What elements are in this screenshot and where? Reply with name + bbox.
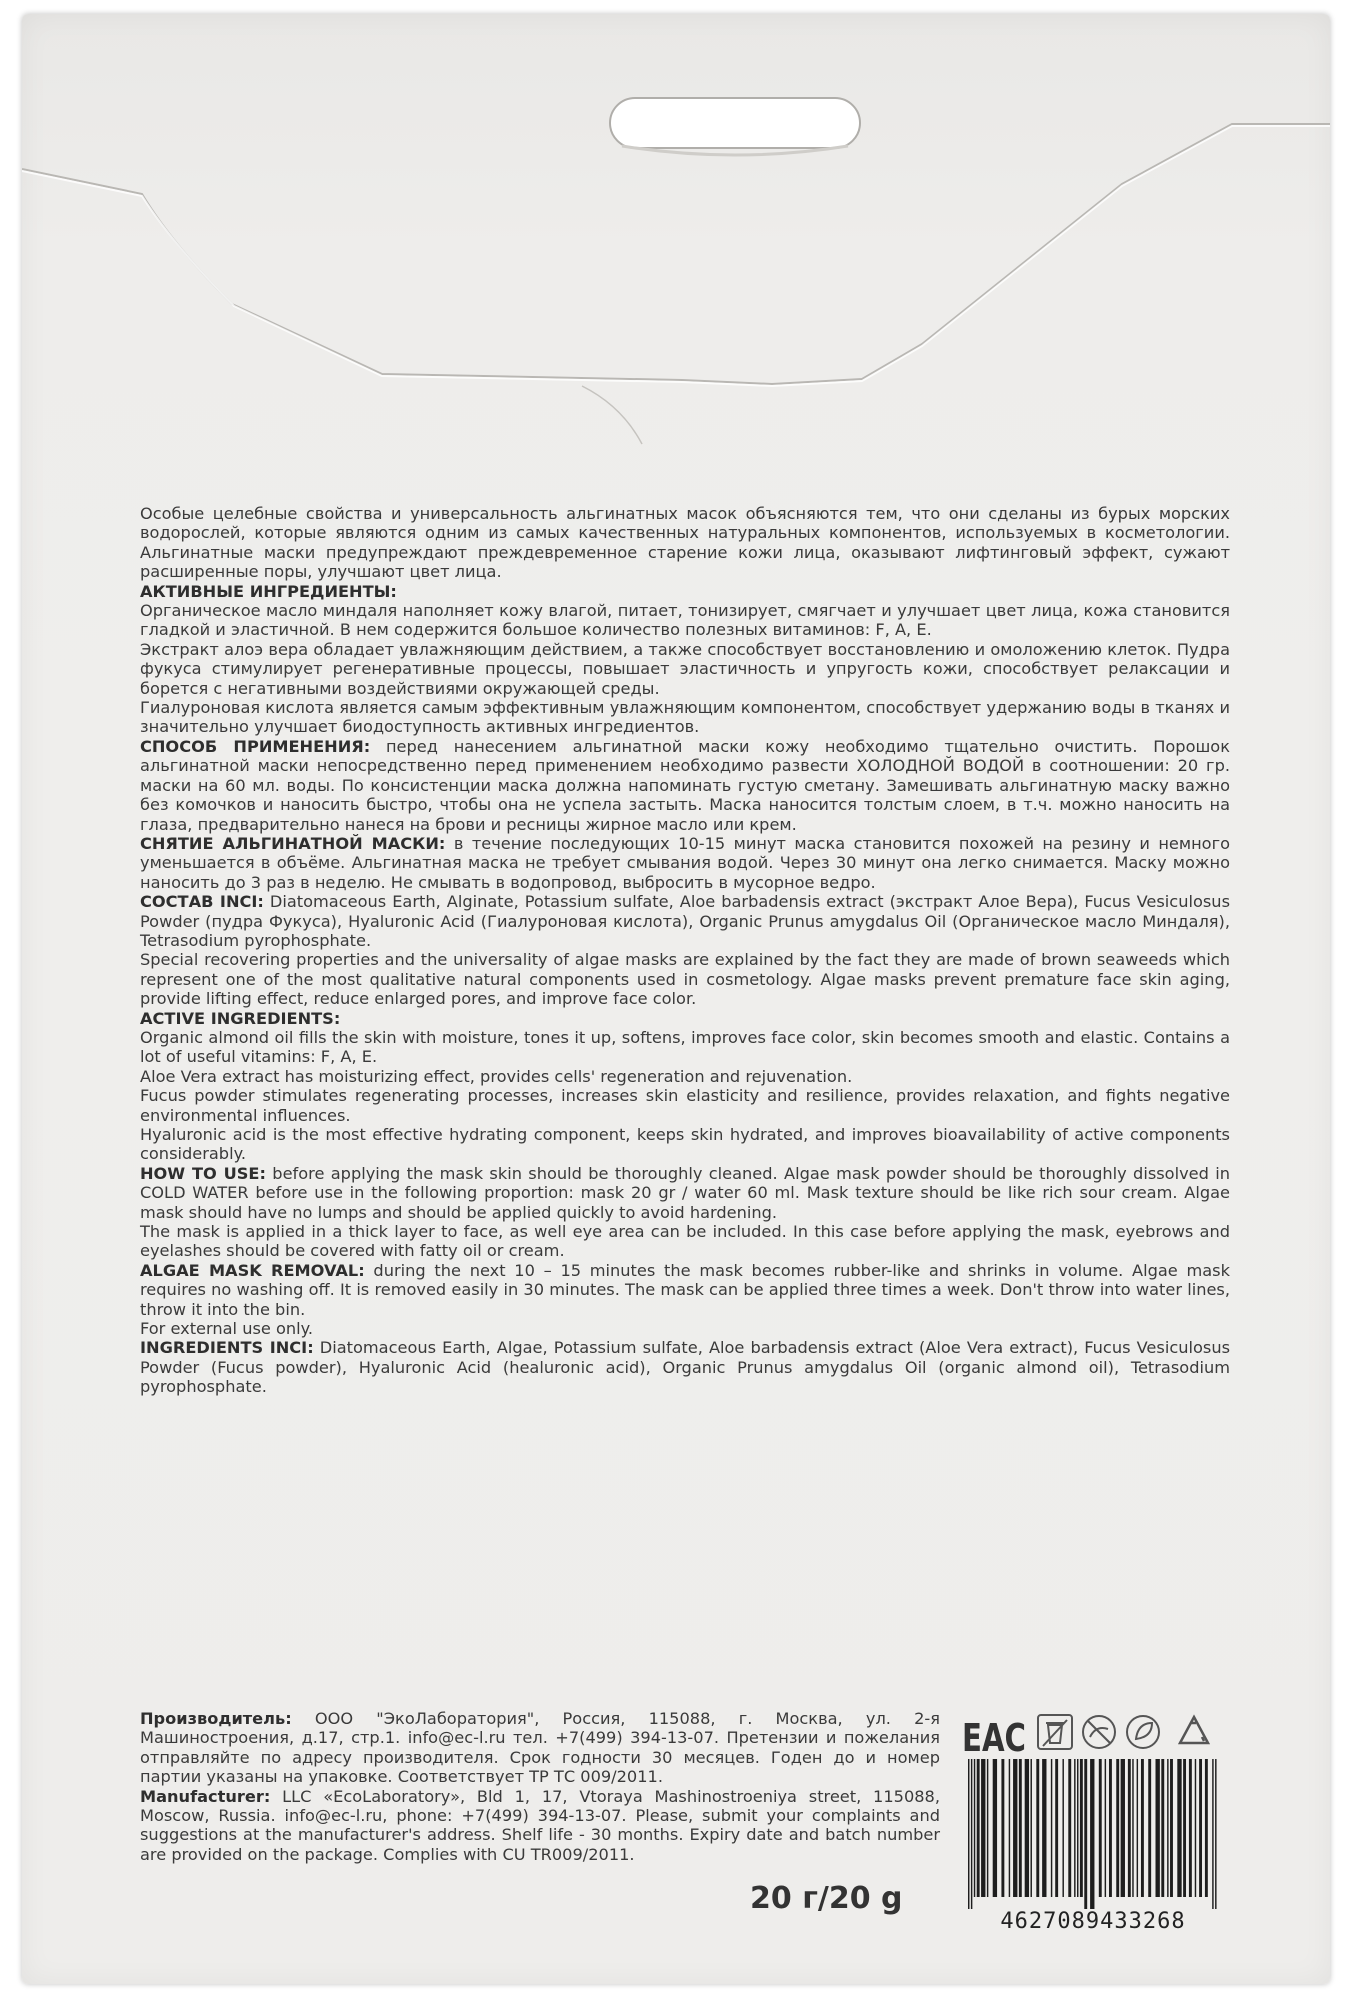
barcode-bar [1141, 1759, 1144, 1897]
barcode-bar [1051, 1759, 1052, 1897]
barcode-bar [971, 1759, 972, 1909]
en-active-3: Fucus powder stimulates regenerating processes, increases skin elasticity and resilience, provides relaxation, and fights negative environmental influences. [140, 1086, 1230, 1125]
en-inci [140, 1338, 1230, 1396]
packet-back [22, 14, 1330, 1984]
ru-inci-text: Diatomaceous Earth, Alginate, Potassium sulfate, Aloe barbadensis extract (экстракт Алое Вера), Fucus Vesiculosus Powder (пудра Фукуса), Hyaluronic Acid (Гиалуроновая кислота), Organic Prunus amygdalus Oil (Органическое масло Миндаля), Tetrasodium pyrophosphate. [140, 892, 1230, 950]
barcode-bar [987, 1759, 988, 1897]
barcode-bar [1205, 1759, 1208, 1897]
barcode-bar [968, 1759, 969, 1909]
ru-removal-text: в течение последующих 10-15 минут маска становится похожей на резину и немного уменьшается в объёме. Альгинатная маска не требует смывания водой. Через 30 минут она легко снимается. Маску можно наносить до 3 раз в неделю. Не смывать в водопровод, выбросить в мусорное ведро. [140, 833, 1230, 892]
barcode-bar [1167, 1759, 1168, 1897]
bin-icon [1038, 1715, 1072, 1749]
barcode-bar [974, 1759, 975, 1897]
barcode-bar [1183, 1759, 1186, 1897]
net-weight: 20 г/20 g [750, 1881, 903, 1916]
barcode-bar [1156, 1759, 1160, 1897]
barcode-bar [1137, 1759, 1138, 1897]
barcode-bar [1148, 1759, 1151, 1897]
ru-removal-title: СНЯТИЕ АЛЬГИНАТНОЙ МАСКИ: [140, 833, 446, 853]
barcode-bar [1013, 1759, 1017, 1897]
barcode-bar [1084, 1759, 1087, 1909]
barcode-bar [1199, 1759, 1202, 1897]
en-usage [140, 1164, 1230, 1222]
barcode-bar [1105, 1759, 1106, 1897]
barcode-bar [1195, 1759, 1196, 1897]
ru-inci [140, 892, 1230, 950]
footer-area [140, 1709, 1230, 1949]
ru-active-1: Органическое масло миндаля наполняет кожу влагой, питает, тонизирует, смягчает и улучшает цвет лица, кожа становится гладкой и эластичной. В нем содержится большое количество полезных витаминов: F, A, E. [140, 601, 1230, 640]
barcode-bar [1025, 1759, 1029, 1897]
eac-mark-text: EAC [962, 1716, 1026, 1759]
recycle-icon [1180, 1717, 1208, 1743]
en-usage-text: before applying the mask skin should be thoroughly cleaned. Algae mask powder should be thoroughly dissolved in COLD WATER before use in the following proportion: mask 20 gr / water 60 ml. Mask texture should be like rich sour cream. Algae mask should have no lumps and should be applied quickly to avoid hardening. [140, 1163, 1230, 1222]
barcode-bar [1062, 1759, 1063, 1897]
barcode-bar [1068, 1759, 1071, 1897]
manufacturer-ru [140, 1709, 940, 1787]
ru-active-2: Экстракт алоэ вера обладает увлажняющим действием, а также способствует восстановлению и омоложению клеток. Пудра фукуса стимулирует регенеративные процессы, повышает эластичность и упругость кожи, способствует релаксации и борется с негативными воздействиями окружающей среды. [140, 639, 1230, 698]
barcode-bar [1177, 1759, 1181, 1897]
barcode-bars [958, 1759, 1228, 1909]
manufacturer-en-text: LLC «EcoLaboratory», Bld 1, 17, Vtoraya Mashinostroeniya street, 115088, Moscow, Russia. info@ec-l.ru, phone: +7(499) 394-13-07. Please, submit your complaints and suggestions at the manufacturer's address. Shelf life - 30 months. Expiry date and batch number are provided on the package. Complies with CU TR009/2011. [140, 1786, 940, 1864]
ru-removal [140, 834, 1230, 892]
barcode-bar [1189, 1759, 1192, 1897]
barcode-bar [1031, 1759, 1032, 1897]
barcode-bar [1009, 1759, 1010, 1897]
manufacturer-en [140, 1787, 940, 1865]
barcode-bar [1212, 1759, 1213, 1909]
barcode-bar [1132, 1759, 1133, 1897]
manufacturer-en-title: Manufacturer: [140, 1786, 271, 1806]
barcode-bar [1109, 1759, 1112, 1897]
barcode-bar [1170, 1759, 1173, 1897]
barcode-bar [981, 1759, 985, 1897]
barcode-bar [1099, 1759, 1102, 1897]
barcode-bar [1001, 1759, 1004, 1897]
barcode-number: 4627089433268 [1000, 1909, 1186, 1934]
manufacturer-ru-title: Производитель: [140, 1709, 292, 1728]
barcode-bar [1080, 1759, 1083, 1897]
en-removal-text: during the next 10 – 15 minutes the mask becomes rubber-like and shrinks in volume. Algae mask requires no washing off. It is removed easily in 30 minutes. The mask can be applied three times a week. Don't throw into water lines, throw it into the bin. [140, 1260, 1230, 1319]
barcode-bar [993, 1759, 997, 1897]
barcode-bar [1019, 1759, 1022, 1897]
barcode-bar [1055, 1759, 1058, 1897]
barcode-bar [1215, 1759, 1216, 1909]
en-removal-title: ALGAE MASK REMOVAL: [140, 1260, 365, 1280]
barcode-bar [1042, 1759, 1046, 1897]
ru-usage-title: СПОСОБ ПРИМЕНЕНИЯ: [140, 736, 371, 756]
barcode-bar [1090, 1759, 1094, 1909]
ru-usage [140, 737, 1230, 834]
envelope-flap [22, 14, 1330, 484]
barcode-bar [1074, 1759, 1075, 1897]
en-active-title: ACTIVE INGREDIENTS: [140, 1008, 341, 1028]
ru-inci-title: СОСТАВ INCI: [140, 892, 264, 912]
en-usage-2: The mask is applied in a thick layer to face, as well eye area can be included. In this case before applying the mask, eyebrows and eyelashes should be covered with fatty oil or cream. [140, 1222, 1230, 1261]
natural-icon [1127, 1716, 1159, 1748]
eac-mark-icon [962, 1716, 1026, 1759]
ru-active-3: Гиалуроновая кислота является самым эффективным увлажняющим компонентом, способствует удержанию воды в тканях и значительно улучшает биодоступность активных ингредиентов. [140, 698, 1230, 737]
barcode-bar [1036, 1759, 1039, 1897]
en-active-2: Aloe Vera extract has moisturizing effect, provides cells' regeneration and rejuvenation. [140, 1066, 853, 1086]
ru-intro: Особые целебные свойства и универсальность альгинатных масок объясняются тем, что они сделаны из бурых морских водорослей, которые являются одним из самых качественных натуральных компонентов, используемых в косметологии. Альгинатные маски предупреждают преждевременное старение кожи лица, оказывают лифтинговый эффект, сужают расширенные поры, улучшают цвет лица. [140, 504, 1230, 582]
barcode-bar [977, 1759, 980, 1897]
en-removal [140, 1261, 1230, 1319]
barcode-bar [1161, 1759, 1164, 1897]
manufacturer-ru-text: ООО "ЭкоЛаборатория", Россия, 115088, г. Москва, ул. 2-я Машиностроения, д.17, стр.1. info@ec-l.ru тел. +7(499) 394-13-07. Претензии и пожелания отправляйте по адресу производителя. Срок годности 30 месяцев. Годен до и номер партии указаны на упаковке. Соответствует ТР ТС 009/2011. [140, 1709, 940, 1787]
ru-active-title: АКТИВНЫЕ ИНГРЕДИЕНТЫ: [140, 581, 397, 601]
ru-usage-text: перед нанесением альгинатной маски кожу необходимо тщательно очистить. Порошок альгинатной маски непосредственно перед применением необходимо развести ХОЛОДНОЙ ВОДОЙ в соотношении: 20 гр. маски на 60 мл. воды. По консистенции маска должна напоминать густую сметану. Замешивать альгинатную маску важно без комочков и наносить быстро, чтобы она не успела застыть. Маска наносится толстым слоем, в т.ч. можно наносить на глаза, предварительно нанеся на брови и ресницы жирное масло или крем. [140, 736, 1230, 834]
en-usage-title: HOW TO USE: [140, 1163, 266, 1183]
description-text [140, 504, 1230, 1397]
en-inci-text: Diatomaceous Earth, Algae, Potassium sulfate, Aloe barbadensis extract (Aloe Vera extract), Fucus Vesiculosus Powder (Fucus powder), Hyaluronic Acid (healuronic acid), Organic Prunus amygdalus Oil (organic almond oil), Tetrasodium pyrophosphate. [140, 1338, 1231, 1397]
barcode-bar [1116, 1759, 1119, 1897]
en-active-4: Hyaluronic acid is the most effective hydrating component, keeps skin hydrated, and improves bioavailability of active components considerably. [140, 1125, 1230, 1164]
certification-icons [962, 1709, 1232, 1759]
en-intro: Special recovering properties and the universality of algae masks are explained by the fact they are made of brown seaweeds which represent one of the most qualitative natural components used in cosmetology. Algae masks prevent premature face skin aging, provide lifting effect, reduce enlarged pores, and improve face color. [140, 950, 1230, 1009]
barcode-bar [1128, 1759, 1131, 1897]
manufacturer-info [140, 1709, 940, 1864]
barcode-bar [1077, 1759, 1078, 1897]
hang-hole [610, 98, 860, 148]
en-active-1: Organic almond oil fills the skin with moisture, tones it up, softens, improves face color, skin becomes smooth and elastic. Contains a lot of useful vitamins: F, A, E. [140, 1027, 1230, 1067]
no-testing-icon [1083, 1716, 1115, 1748]
en-external: For external use only. [140, 1319, 314, 1339]
barcode-bar [1121, 1759, 1125, 1897]
en-inci-title: INGREDIENTS INCI: [140, 1338, 314, 1358]
